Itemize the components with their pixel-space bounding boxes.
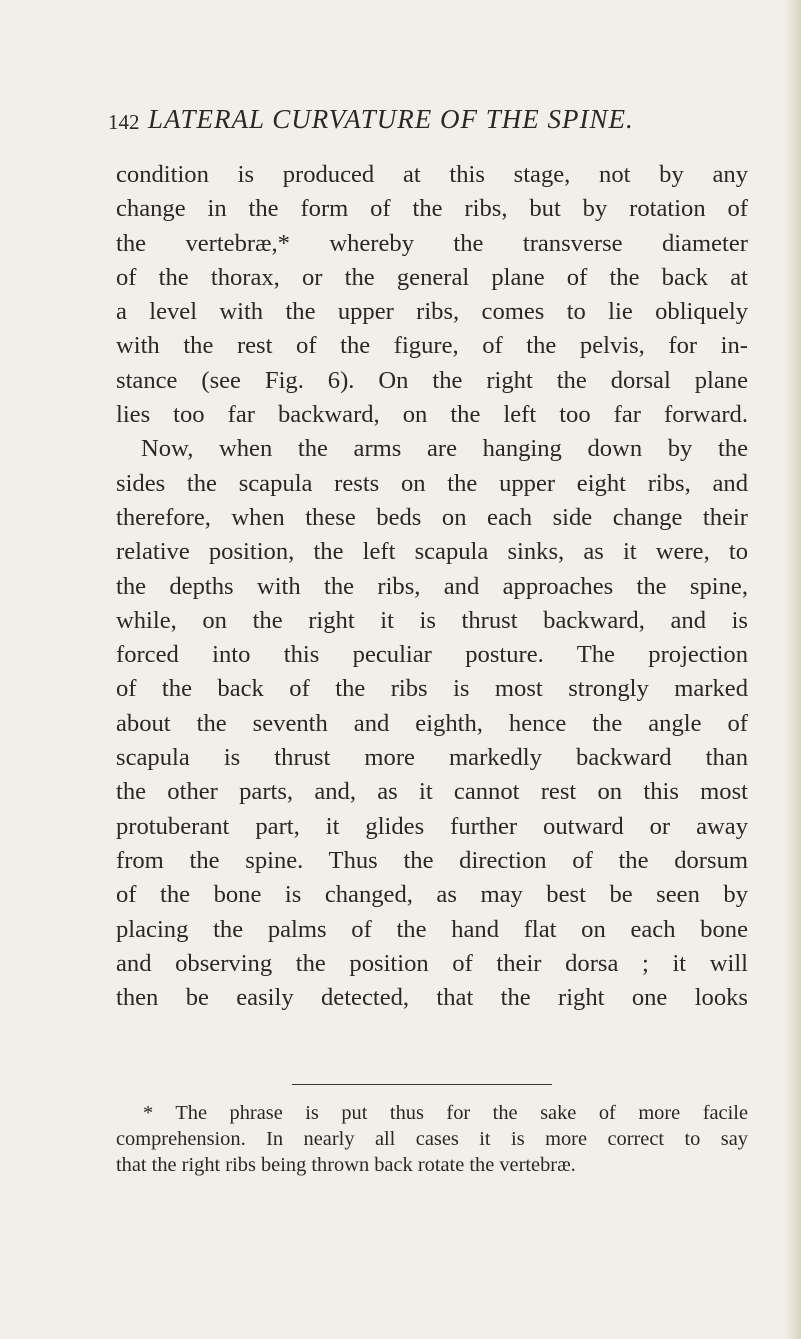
footnote-line-3: that the right ribs being thrown back rotate the vertebræ. [116, 1154, 576, 1176]
footnote [116, 1100, 748, 1178]
body-line-10: sides the scapula rests on the upper eight ribs, and [116, 469, 748, 497]
footnote-rule [292, 1084, 552, 1085]
body-line-16: of the back of the ribs is most strongly marked [116, 675, 748, 703]
body-line-6: with the rest of the figure, of the pelvis, for in- [116, 332, 748, 360]
body-line-17: about the seventh and eighth, hence the angle of [116, 709, 748, 737]
body-line-4: of the thorax, or the general plane of the back at [116, 263, 748, 291]
page-header [108, 104, 728, 144]
body-line-23: placing the palms of the hand flat on each bone [116, 915, 748, 943]
footnote-line-1: * The phrase is put thus for the sake of more facile [143, 1102, 748, 1124]
running-title: LATERAL CURVATURE OF THE SPINE. [148, 104, 634, 134]
body-line-12: relative position, the left scapula sinks, as it were, to [116, 538, 748, 566]
body-text [116, 158, 748, 1015]
body-line-25: then be easily detected, that the right one looks [116, 984, 748, 1012]
page-number: 142 [108, 110, 140, 134]
body-line-21: from the spine. Thus the direction of the dorsum [116, 846, 748, 874]
body-line-14: while, on the right it is thrust backward, and is [116, 606, 748, 634]
body-line-11: therefore, when these beds on each side change their [116, 503, 748, 531]
body-line-15: forced into this peculiar posture. The projection [116, 641, 748, 669]
body-line-2: change in the form of the ribs, but by rotation of [116, 195, 748, 223]
footnote-line-2: comprehension. In nearly all cases it is more correct to say [116, 1128, 748, 1150]
body-line-7: stance (see Fig. 6). On the right the dorsal plane [116, 366, 748, 394]
body-line-24: and observing the position of their dorsa ; it will [116, 949, 748, 977]
page-edge-shadow [783, 0, 801, 1339]
body-line-9: Now, when the arms are hanging down by the [141, 435, 748, 463]
body-line-22: of the bone is changed, as may best be seen by [116, 881, 748, 909]
body-line-3: the vertebræ,* whereby the transverse diameter [116, 229, 748, 257]
body-line-20: protuberant part, it glides further outward or away [116, 812, 748, 840]
body-line-1: condition is produced at this stage, not by any [116, 161, 748, 188]
body-line-5: a level with the upper ribs, comes to lie obliquely [116, 298, 748, 326]
body-line-18: scapula is thrust more markedly backward than [116, 744, 748, 772]
body-line-19: the other parts, and, as it cannot rest on this most [116, 778, 748, 806]
body-line-8: lies too far backward, on the left too far forward. [116, 401, 748, 429]
body-line-13: the depths with the ribs, and approaches the spine, [116, 572, 748, 600]
